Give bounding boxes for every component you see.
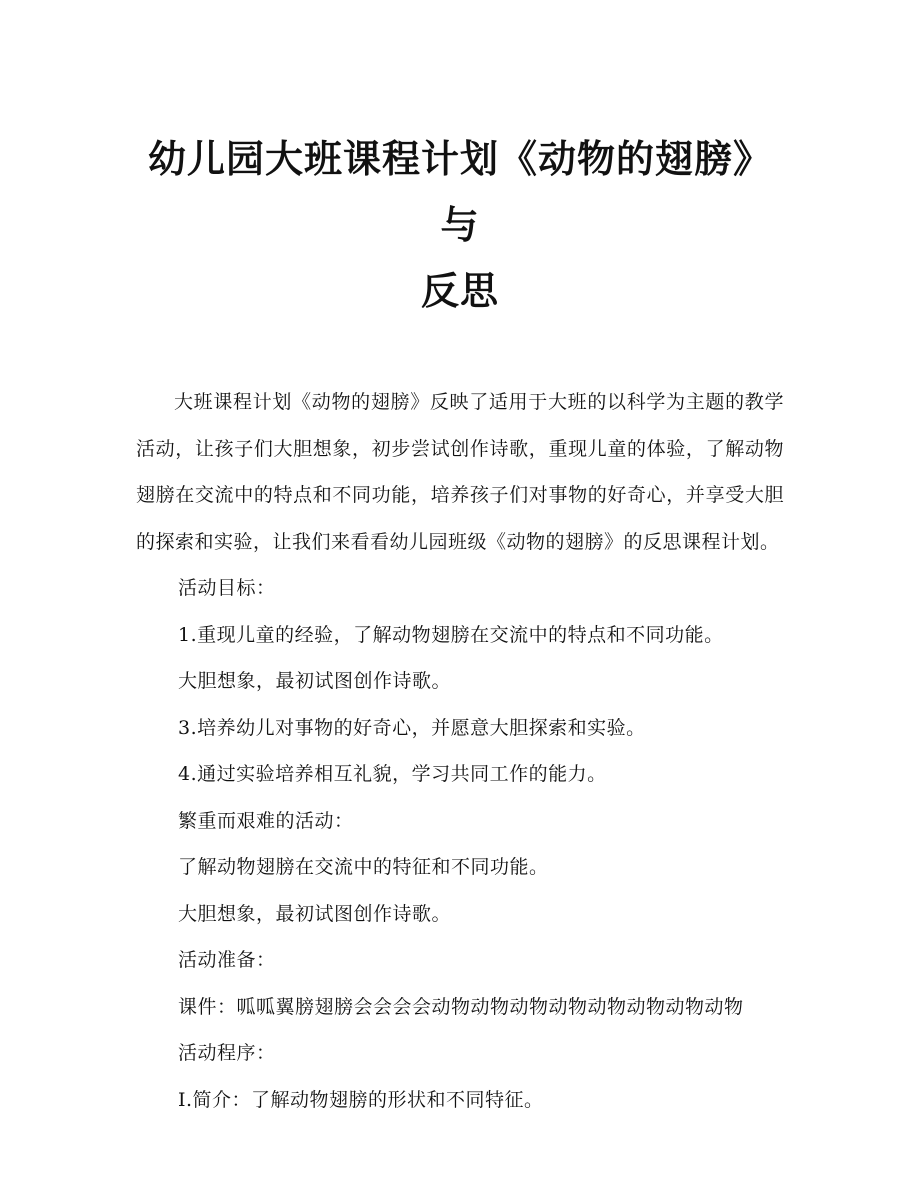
key-point-2: 大胆想象，最初试图创作诗歌。 (178, 902, 452, 925)
objective-item-1: 1.重现儿童的经验，了解动物翅膀在交流中的特点和不同功能。 (178, 623, 724, 646)
section-heading-preparation: 活动准备： (178, 949, 276, 971)
document-title (136, 0, 784, 324)
objective-item-4: 4.通过实验培养相互礼貌，学习共同工作的能力。 (178, 763, 607, 785)
preparation-item: 课件：呱呱翼膀翅膀会会会会动物动物动物动物动物动物动物动物 (178, 995, 744, 1018)
section-heading-procedure: 活动程序： (178, 1042, 276, 1064)
title-line-2: 反思 (420, 268, 499, 313)
title-line-1: 幼儿园大班课程计划《动物的翅膀》与 (147, 136, 772, 247)
document-body (136, 379, 784, 1123)
objective-item-2: 大胆想象，最初试图创作诗歌。 (178, 670, 452, 692)
procedure-item-1: I.简介：了解动物翅膀的形状和不同特征。 (178, 1088, 544, 1111)
section-heading-key-points: 繁重而艰难的活动： (178, 809, 354, 832)
intro-paragraph: 大班课程计划《动物的翅膀》反映了适用于大班的以科学为主题的教学活动，让孩子们大胆想象，初步尝试创作诗歌，重现儿童的体验，了解动物翅膀在交流中的特点和不同功能，培养孩子们对事物的好奇心，并享受大胆的探索和实验，让我们来看看幼儿园班级《动物的翅膀》的反思课程计划。 (136, 391, 784, 553)
key-point-1: 了解动物翅膀在交流中的特征和不同功能。 (178, 856, 549, 878)
section-heading-objectives: 活动目标： (178, 577, 276, 599)
objective-item-3: 3.培养幼儿对事物的好奇心，并愿意大胆探索和实验。 (178, 716, 646, 739)
